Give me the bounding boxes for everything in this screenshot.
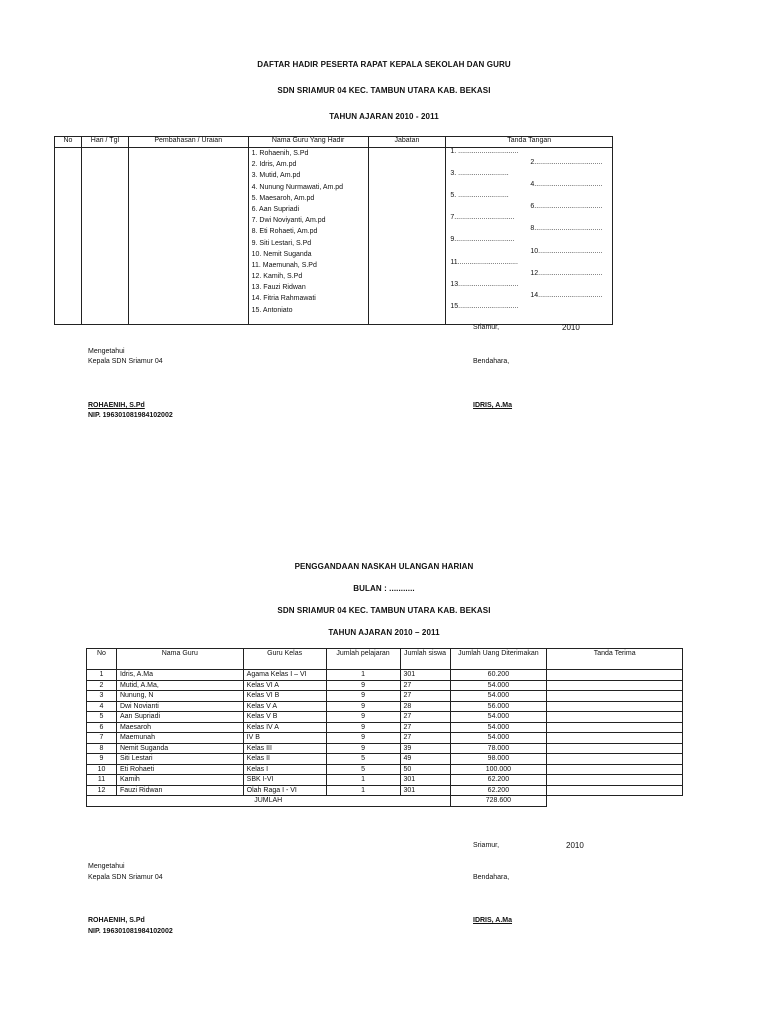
teacher-name: 8. Eti Rohaeti, Am.pd — [251, 228, 318, 236]
doc1-title: DAFTAR HADIR PESERTA RAPAT KEPALA SEKOLAH DAN GURU — [257, 60, 511, 69]
table-row: 1 Idris, A.Ma Agama Kelas I – VI 1 301 60.200 — [87, 670, 683, 681]
teacher-name: 2. Idris, Am.pd — [251, 161, 297, 169]
duplication-table — [86, 648, 683, 807]
header-jabatan: Jabatan — [368, 137, 446, 148]
header-no: No — [55, 137, 82, 148]
cell-names — [248, 148, 368, 325]
signature-line: 4................................... — [530, 181, 603, 188]
teacher-name: 14. Fitria Rahmawati — [251, 295, 316, 303]
teacher-name: 4. Nunung Nurmawati, Am.pd — [251, 183, 344, 191]
table-row: 10 Eti Rohaeti Kelas I 5 50 100.000 — [87, 764, 683, 775]
doc2-month: BULAN : ........... — [353, 584, 415, 593]
table-row: 12 Fauzi Ridwan Olah Raga I - VI 1 301 62.200 — [87, 785, 683, 796]
cell-hari — [81, 148, 128, 325]
header-nama-guru: Nama Guru Yang Hadir — [248, 137, 368, 148]
signature-line: 3. .......................... — [450, 170, 509, 177]
signature-line: 14................................. — [530, 292, 603, 299]
attendance-header-row — [55, 137, 613, 148]
signature-line: 5. .......................... — [450, 192, 509, 199]
doc1-year: TAHUN AJARAN 2010 - 2011 — [329, 112, 439, 121]
doc2-nip: NIP. 196301081984102002 — [88, 928, 173, 935]
header-nama-guru: Nama Guru — [116, 649, 243, 670]
header-guru-kelas: Guru Kelas — [243, 649, 326, 670]
teacher-name: 9. Siti Lestari, S.Pd — [251, 239, 312, 247]
cell-pembahasan — [128, 148, 248, 325]
header-no: No — [87, 649, 117, 670]
header-jumlah-pelajaran: Jumlah pelajaran — [326, 649, 400, 670]
table-row: 3 Nunung, N Kelas VI B 9 27 54.000 — [87, 691, 683, 702]
cell-jabatan — [368, 148, 446, 325]
table-row: 7 Maemunah IV B 9 27 54.000 — [87, 733, 683, 744]
teacher-name: 13. Fauzi Ridwan — [251, 284, 306, 292]
doc2-bendahara-label: Bendahara, — [473, 874, 510, 881]
teacher-name: 5. Maesaroh, Am.pd — [251, 194, 315, 202]
doc2-kepala-label: Kepala SDN Sriamur 04 — [88, 874, 163, 881]
signature-line: 9............................... — [450, 236, 515, 243]
doc1-kepala-name: ROHAENIH, S.Pd — [88, 402, 145, 409]
header-tanda-terima: Tanda Terima — [547, 649, 683, 670]
attendance-body-row — [55, 148, 613, 325]
doc2-school: SDN SRIAMUR 04 KEC. TAMBUN UTARA KAB. BEKASI — [277, 606, 491, 615]
doc2-mengetahui: Mengetahui — [88, 863, 125, 870]
table-row: 5 Aan Supriadi Kelas V B 9 27 54.000 — [87, 712, 683, 723]
teacher-name: 7. Dwi Noviyanti, Am.pd — [251, 217, 326, 225]
total-label: JUMLAH — [87, 796, 451, 807]
cell-no — [55, 148, 82, 325]
doc1-mengetahui: Mengetahui — [88, 348, 125, 355]
signature-line: 10................................. — [530, 248, 603, 255]
doc2-date-year: 2010 — [566, 841, 584, 850]
teacher-name: 15. Antoniato — [251, 306, 293, 314]
table-row: 8 Nemit Suganda Kelas III 9 39 78.000 — [87, 743, 683, 754]
header-tanda-tangan: Tanda Tangan — [446, 137, 613, 148]
total-row — [87, 796, 683, 807]
signature-line: 8................................... — [530, 225, 603, 232]
signature-line: 15............................... — [450, 303, 519, 310]
doc2-title: PENGGANDAAN NASKAH ULANGAN HARIAN — [294, 562, 474, 571]
teacher-name: 12. Kamih, S.Pd — [251, 273, 303, 281]
attendance-table — [54, 136, 613, 325]
teacher-name: 3. Mutid, Am.pd — [251, 172, 301, 180]
table-row: 11 Kamih SBK I-VI 1 301 62.200 — [87, 775, 683, 786]
doc2-place: Sriamur, — [473, 842, 500, 849]
signature-line: 1. ............................... — [450, 148, 519, 155]
teacher-name: 1. Rohaenih, S.Pd — [251, 150, 309, 157]
signature-line: 7............................... — [450, 214, 515, 221]
table-row: 2 Mutid, A.Ma, Kelas VI A 9 27 54.000 — [87, 680, 683, 691]
teacher-name: 10. Nemit Suganda — [251, 250, 312, 258]
table-row: 9 Siti Lestari Kelas II 5 49 98.000 — [87, 754, 683, 765]
signature-line: 11............................... — [450, 259, 518, 266]
doc1-date-year: 2010 — [562, 323, 580, 332]
total-value: 728.600 — [450, 796, 547, 807]
doc1-bendahara-label: Bendahara, — [473, 358, 510, 365]
cell-signatures — [446, 148, 613, 325]
teacher-name: 11. Maemunah, S.Pd — [251, 261, 317, 269]
header-jumlah-uang: Jumlah Uang Diterimakan — [450, 649, 547, 670]
doc1-nip: NIP. 196301081984102002 — [88, 412, 173, 419]
teacher-name: 6. Aan Supriadi — [251, 205, 300, 213]
table-row: 6 Maesaroh Kelas IV A 9 27 54.000 — [87, 722, 683, 733]
doc1-school: SDN SRIAMUR 04 KEC. TAMBUN UTARA KAB. BEKASI — [277, 86, 491, 95]
header-hari: Hari / Tgl — [81, 137, 128, 148]
doc2-kepala-name: ROHAENIH, S.Pd — [88, 917, 145, 924]
signature-line: 6................................... — [530, 203, 603, 210]
signature-line: 2................................... — [530, 159, 603, 166]
signature-line: 12................................. — [530, 270, 603, 277]
duplication-rows — [87, 670, 683, 807]
doc1-place: Sriamur, — [473, 324, 500, 331]
table-row: 4 Dwi Novianti Kelas V A 9 28 56.000 — [87, 701, 683, 712]
doc1-kepala-label: Kepala SDN Sriamur 04 — [88, 358, 163, 365]
doc1-bendahara-name: IDRIS, A.Ma — [473, 402, 513, 409]
header-jumlah-siswa: Jumlah siswa — [400, 649, 450, 670]
doc2-year: TAHUN AJARAN 2010 – 2011 — [328, 628, 440, 637]
duplication-header-row — [87, 649, 683, 670]
signature-line: 13............................... — [450, 281, 519, 288]
doc2-bendahara-name: IDRIS, A.Ma — [473, 917, 513, 924]
header-pembahasan: Pembahasan / Uraian — [128, 137, 248, 148]
